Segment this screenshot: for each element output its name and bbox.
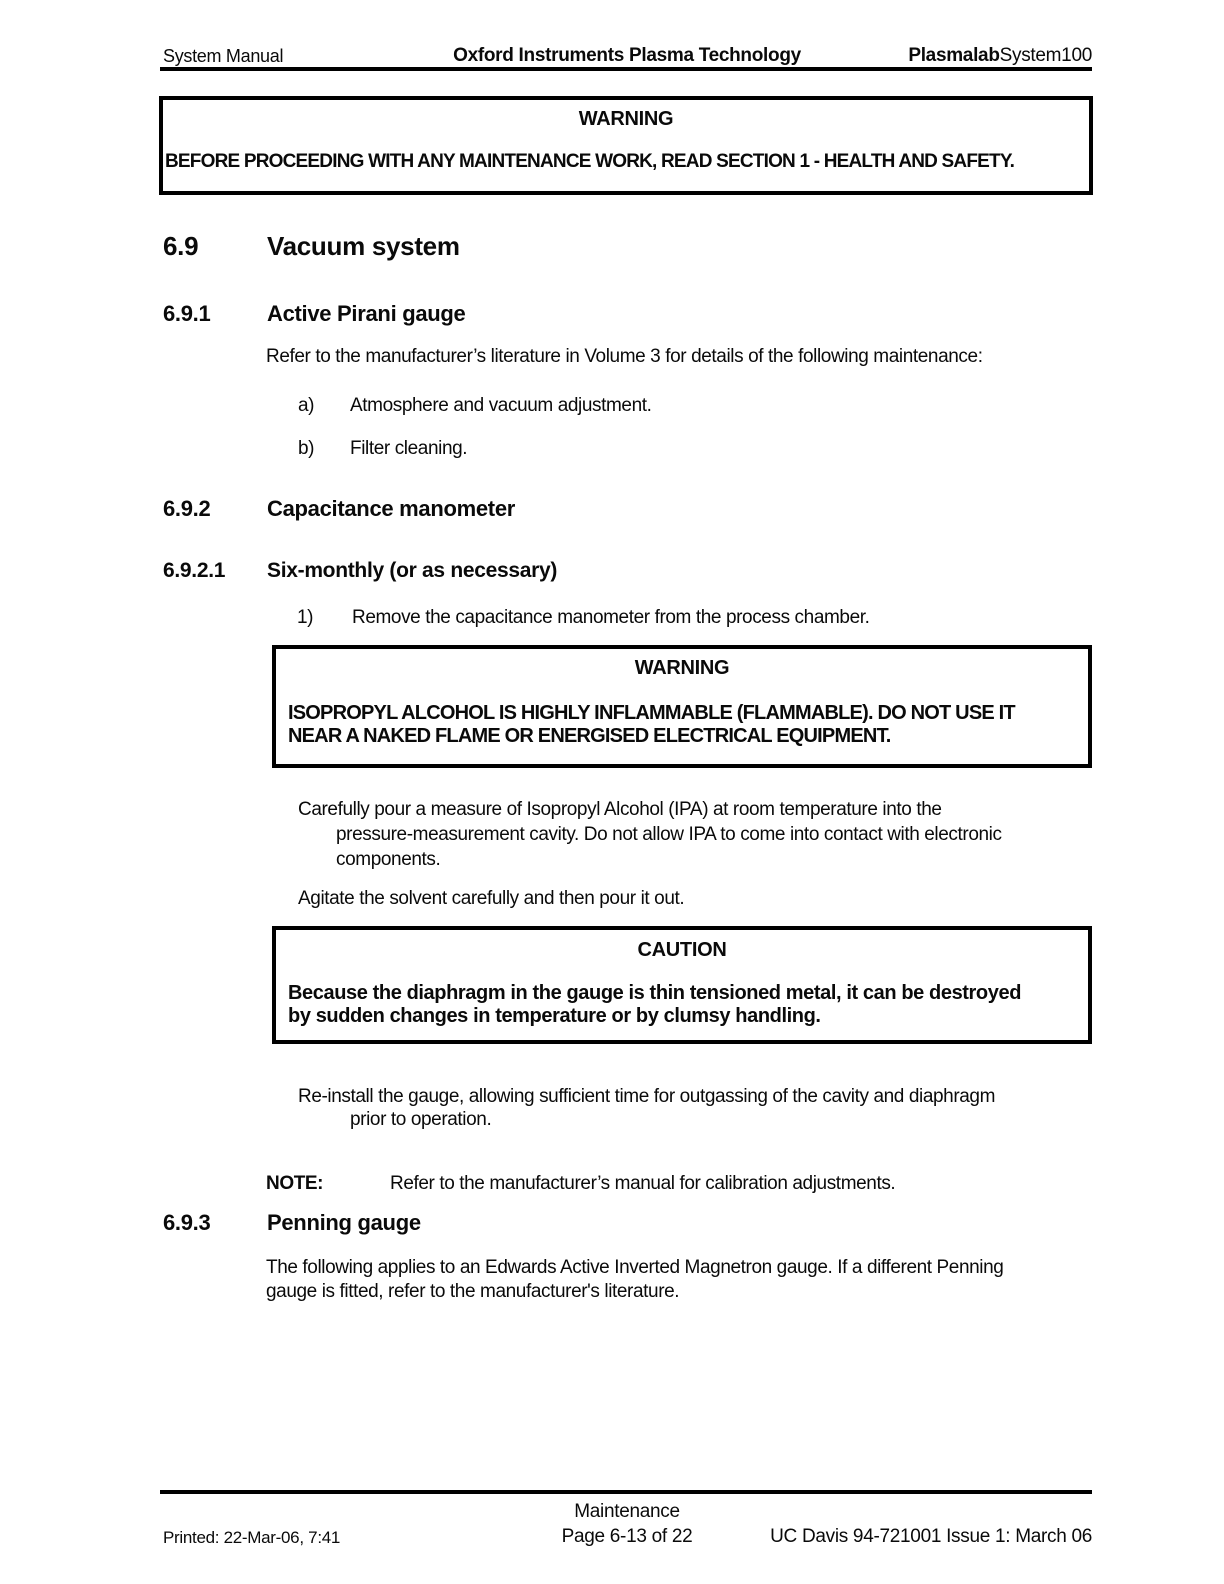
list-item-label: b)	[298, 438, 315, 459]
note-text: Refer to the manufacturer’s manual for calibration adjustments.	[390, 1173, 896, 1194]
section-title-6-9-2: Capacitance manometer	[267, 496, 516, 521]
reinstall-paragraph-line1: Re-install the gauge, allowing sufficient time for outgassing of the cavity and diaphragm	[298, 1086, 996, 1107]
section-number-6-9-2-1: 6.9.2.1	[163, 559, 226, 582]
footer-rule	[160, 1490, 1092, 1494]
header-rule	[160, 67, 1092, 71]
reinstall-paragraph-line2: prior to operation.	[350, 1109, 492, 1130]
header-left: System Manual	[163, 46, 284, 66]
section-title-6-9-2-1: Six-monthly (or as necessary)	[267, 559, 558, 582]
warning-main-title: WARNING	[578, 108, 674, 130]
section-number-6-9-3: 6.9.3	[163, 1210, 211, 1235]
note-label: NOTE:	[266, 1173, 324, 1194]
section-number-6-9-2: 6.9.2	[163, 496, 211, 521]
caution-line2: by sudden changes in temperature or by clumsy handling.	[288, 1005, 821, 1027]
section-number-6-9-1: 6.9.1	[163, 301, 211, 326]
agitate-paragraph: Agitate the solvent carefully and then pour it out.	[298, 888, 685, 909]
footer-section: Maintenance	[574, 1501, 680, 1522]
section-title-6-9-3: Penning gauge	[267, 1210, 421, 1235]
warning-ipa-line2: NEAR A NAKED FLAME OR ENERGISED ELECTRICAL EQUIPMENT.	[288, 725, 891, 747]
step-label: 1)	[297, 607, 314, 628]
pour-paragraph-line2: pressure-measurement cavity. Do not allow IPA to come into contact with electronic	[336, 824, 1002, 845]
s691-intro: Refer to the manufacturer’s literature in Volume 3 for details of the following maintenance:	[266, 346, 983, 367]
warning-box-ipa	[272, 645, 1092, 768]
brand-bold: Plasmalab	[908, 45, 1000, 66]
warning-main-text: BEFORE PROCEEDING WITH ANY MAINTENANCE WORK, READ SECTION 1 - HEALTH AND SAFETY.	[165, 151, 1015, 172]
section-title-6-9-1: Active Pirani gauge	[267, 301, 466, 326]
footer-printed: Printed: 22-Mar-06, 7:41	[163, 1528, 341, 1547]
warning-box-main	[159, 96, 1093, 195]
brand-regular: System100	[999, 45, 1092, 66]
header-title: Oxford Instruments Plasma Technology	[453, 45, 801, 66]
pour-paragraph-line1: Carefully pour a measure of Isopropyl Alcohol (IPA) at room temperature into the	[298, 799, 942, 820]
pour-paragraph-line3: components.	[336, 849, 441, 870]
caution-title: CAUTION	[637, 939, 727, 961]
section-title-6-9: Vacuum system	[267, 231, 460, 261]
list-item-text: Filter cleaning.	[350, 438, 468, 459]
list-item-text: Atmosphere and vacuum adjustment.	[350, 395, 652, 416]
step-text: Remove the capacitance manometer from the process chamber.	[352, 607, 870, 628]
section-number-6-9: 6.9	[163, 231, 199, 261]
footer-page: Page 6-13 of 22	[561, 1526, 693, 1547]
caution-box	[272, 926, 1092, 1044]
header-brand	[163, 45, 1092, 67]
s693-body-line1: The following applies to an Edwards Active Inverted Magnetron gauge. If a different Penning	[266, 1257, 1004, 1278]
footer-docref: UC Davis 94-721001 Issue 1: March 06	[770, 1526, 1092, 1547]
caution-line1: Because the diaphragm in the gauge is thin tensioned metal, it can be destroyed	[288, 982, 1022, 1004]
s693-body-line2: gauge is fitted, refer to the manufacturer's literature.	[266, 1281, 680, 1302]
list-item-label: a)	[298, 395, 315, 416]
warning-ipa-line1: ISOPROPYL ALCOHOL IS HIGHLY INFLAMMABLE (FLAMMABLE). DO NOT USE IT	[288, 702, 1015, 724]
warning-ipa-title: WARNING	[634, 657, 730, 679]
